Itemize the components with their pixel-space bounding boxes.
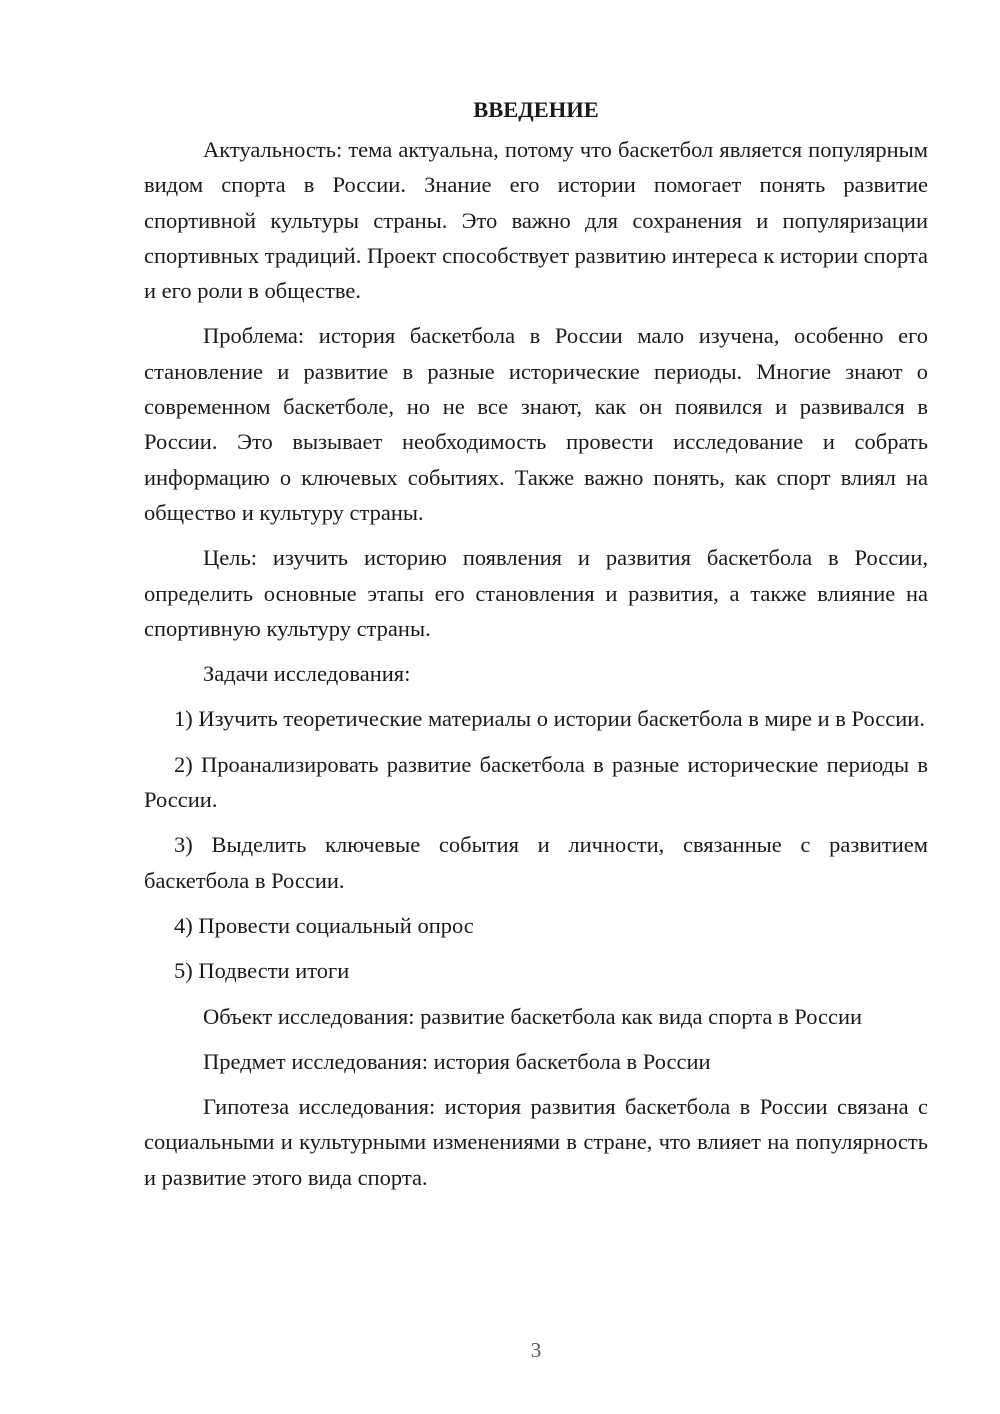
task-item-1: 1) Изучить теоретические материалы о истории баскетбола в мире и в России. <box>174 706 925 732</box>
task-item-3: 3) Выделить ключевые события и личности, связанные с развитием баскетбола в России. <box>144 832 928 893</box>
paragraph-hypothesis: Гипотеза исследования: история развития баскетбола в России связана с социальными и культурными изменениями в стране, что влияет на популярность и развитие этого вида спорта. <box>144 1094 928 1190</box>
paragraph-problem: Проблема: история баскетбола в России мало изучена, особенно его становление и развитие в разные исторические периоды. Многие знают о современном баскетболе, но не все знают, как он появился и развивался в России. Это вызывает необходимость провести исследование и собрать информацию о ключевых событиях. Также важно понять, как спорт влиял на общество и культуру страны. <box>144 323 928 525</box>
task-item-5: 5) Подвести итоги <box>174 958 350 984</box>
tasks-heading: Задачи исследования: <box>203 661 411 687</box>
page-content <box>144 92 928 1205</box>
paragraph-object: Объект исследования: развитие баскетбола как вида спорта в России <box>203 1003 863 1029</box>
paragraph-subject: Предмет исследования: история баскетбола в России <box>203 1048 711 1074</box>
section-title: ВВЕДЕНИЕ <box>473 97 599 122</box>
task-item-4: 4) Провести социальный опрос <box>174 912 474 938</box>
page-number: 3 <box>530 1338 542 1362</box>
paragraph-relevance: Актуальность: тема актуальна, потому что баскетбол является популярным видом спорта в России. Знание его истории помогает понять развитие спортивной культуры страны. Это важно для сохранения и популяризации спортивных традиций. Проект способствует развитию интереса к истории спорта и его роли в обществе. <box>144 137 928 304</box>
task-item-2: 2) Проанализировать развитие баскетбола в разные исторические периоды в России. <box>144 751 928 813</box>
paragraph-goal: Цель: изучить историю появления и развития баскетбола в России, определить основные этапы его становления и развития, а также влияние на спортивную культуру страны. <box>144 545 928 641</box>
